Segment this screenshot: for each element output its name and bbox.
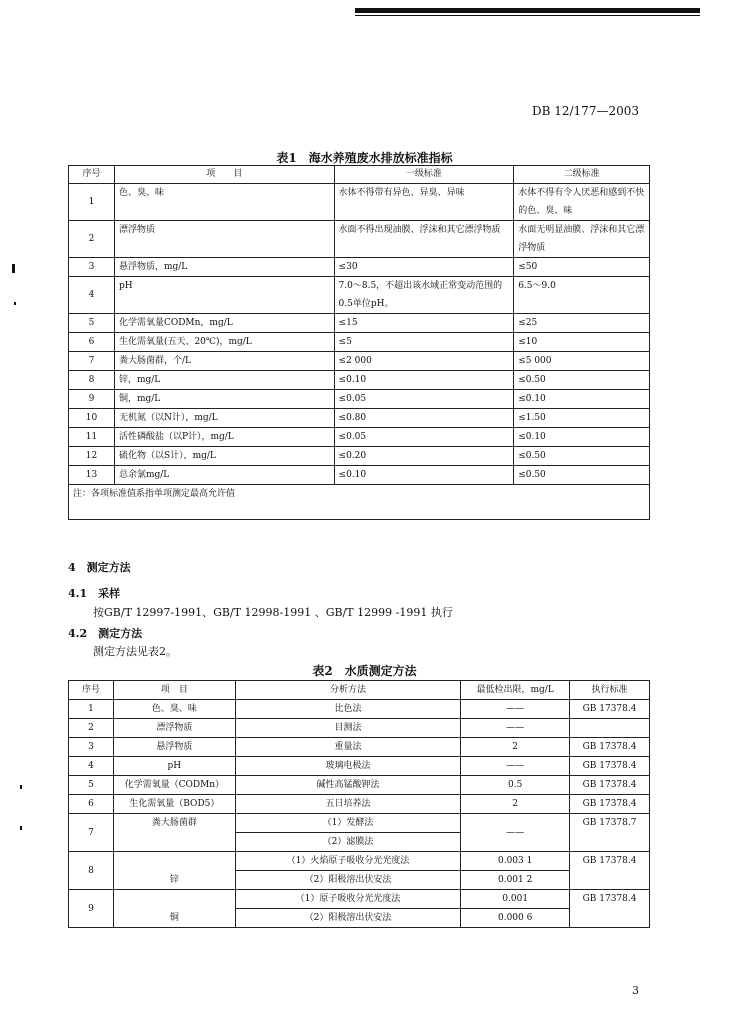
- table1-cell: 8: [69, 371, 115, 390]
- table1-emission-standards: [68, 165, 650, 520]
- table1-cell: ≤0.50: [514, 371, 650, 390]
- table2-row: [69, 719, 650, 738]
- scan-speck: [20, 826, 22, 830]
- table1-row: [69, 466, 650, 485]
- table2-cell: 比色法: [235, 700, 461, 719]
- table2-cell: 0.5: [461, 776, 570, 795]
- table2-cell: 8: [69, 852, 114, 890]
- table1-cell: ≤0.10: [514, 428, 650, 447]
- table1-row: [69, 352, 650, 371]
- table1-row: [69, 314, 650, 333]
- table2-cell: GB 17378.7: [570, 814, 650, 852]
- table1-cell: ≤5 000: [514, 352, 650, 371]
- table2-header-cell: 序号: [69, 681, 114, 700]
- table1-cell: 7: [69, 352, 115, 371]
- table1-cell: 无机氮（以N计），mg/L: [114, 409, 334, 428]
- table1-cell: ≤50: [514, 258, 650, 277]
- table2-cell: 7: [69, 814, 114, 852]
- section-4-1-text: 按GB/T 12997-1991、GB/T 12998-1991 、GB/T 12999 -1991 执行: [93, 606, 453, 619]
- table1-header-cell: 序号: [69, 166, 115, 184]
- section-4-title: 4 测定方法: [68, 561, 131, 574]
- table2-cell: 0.000 6: [461, 909, 570, 928]
- table2-cell: 悬浮物质: [113, 738, 235, 757]
- table1-header-cell: 项 目: [114, 166, 334, 184]
- table2-cell: pH: [113, 757, 235, 776]
- table1-row: [69, 447, 650, 466]
- table2-row: [69, 700, 650, 719]
- table2-row: [69, 757, 650, 776]
- table1-cell: 13: [69, 466, 115, 485]
- table1-cell: 硫化物（以S计），mg/L: [114, 447, 334, 466]
- table1-cell: 生化需氧量(五天、20℃)，mg/L: [114, 333, 334, 352]
- table1-cell: pH: [114, 277, 334, 314]
- table2-cell: （2）阳极溶出伏安法: [235, 909, 461, 928]
- table2-cell: ——: [461, 757, 570, 776]
- table1-cell: ≤0.50: [514, 447, 650, 466]
- table2-cell: 0.001 2: [461, 871, 570, 890]
- table1-cell: ≤0.05: [334, 390, 514, 409]
- table1-cell: 悬浮物质，mg/L: [114, 258, 334, 277]
- table1-cell: 4: [69, 277, 115, 314]
- table1-row: [69, 409, 650, 428]
- table2-cell: 2: [461, 795, 570, 814]
- table1-cell: 锌，mg/L: [114, 371, 334, 390]
- table2-cell: 五日培养法: [235, 795, 461, 814]
- scan-speck: [20, 785, 22, 789]
- table1-cell: 10: [69, 409, 115, 428]
- page-number: 3: [632, 984, 639, 997]
- table1-cell: 2: [69, 221, 115, 258]
- table1-cell: 7.0～8.5，不超出该水域正常变动范围的0.5单位pH。: [334, 277, 514, 314]
- document-code: DB 12/177—2003: [531, 104, 639, 118]
- table1-header-row: [69, 166, 650, 184]
- table2-cell: 玻璃电极法: [235, 757, 461, 776]
- table2-cell: 色、臭、味: [113, 700, 235, 719]
- table2-row: [69, 852, 650, 871]
- table2-header-cell: 最低检出限，mg/L: [461, 681, 570, 700]
- table1-cell: 水面无明显油膜、浮沫和其它漂浮物质: [514, 221, 650, 258]
- table1-cell: 水体不得带有异色、异臭、异味: [334, 184, 514, 221]
- table2-cell: 9: [69, 890, 114, 928]
- table1-row: [69, 184, 650, 221]
- table2-cell: 重量法: [235, 738, 461, 757]
- table2-cell: ——: [461, 700, 570, 719]
- section-4-2-text: 测定方法见表2。: [93, 645, 177, 658]
- table2-cell: （1）火焰原子吸收分光光度法: [235, 852, 461, 871]
- table2-cell: GB 17378.4: [570, 700, 650, 719]
- table1-cell: 1: [69, 184, 115, 221]
- table1-cell: 化学需氧量CODMn，mg/L: [114, 314, 334, 333]
- table2-cell: 漂浮物质: [113, 719, 235, 738]
- scan-speck: [14, 302, 16, 305]
- table1-cell: 6.5～9.0: [514, 277, 650, 314]
- table1-cell: 色、臭、味: [114, 184, 334, 221]
- table1-cell: ≤25: [514, 314, 650, 333]
- table2-cell: 4: [69, 757, 114, 776]
- table2-cell: 6: [69, 795, 114, 814]
- table2-cell: 2: [461, 738, 570, 757]
- table2-row: [69, 738, 650, 757]
- table1-cell: 粪大肠菌群，个/L: [114, 352, 334, 371]
- table1-row: [69, 277, 650, 314]
- table1-row: [69, 428, 650, 447]
- table2-row: [69, 776, 650, 795]
- table1-row: [69, 258, 650, 277]
- table1-cell: 水体不得有令人厌恶和感到不快的色、臭、味: [514, 184, 650, 221]
- table1-cell: ≤0.10: [334, 466, 514, 485]
- table2-cell: 碱性高锰酸钾法: [235, 776, 461, 795]
- table1-cell: ≤0.10: [514, 390, 650, 409]
- table1-row: [69, 333, 650, 352]
- table1-cell: ≤0.20: [334, 447, 514, 466]
- table2-row: [69, 890, 650, 909]
- table1-cell: 活性磷酸盐（以P计），mg/L: [114, 428, 334, 447]
- table1-caption: 表1 海水养殖废水排放标准指标: [276, 151, 453, 165]
- header-rule-thin: [355, 15, 700, 16]
- table1-cell: ≤5: [334, 333, 514, 352]
- table1-cell: ≤15: [334, 314, 514, 333]
- table1-row: [69, 221, 650, 258]
- table2-header-cell: 项 目: [113, 681, 235, 700]
- table1-row: [69, 371, 650, 390]
- table1-header-cell: 一级标准: [334, 166, 514, 184]
- table2-cell: 铜: [113, 890, 235, 928]
- table1-cell: ≤2 000: [334, 352, 514, 371]
- table2-row: [69, 814, 650, 833]
- table2-cell: （1）发酵法: [235, 814, 461, 833]
- table1-cell: ≤0.10: [334, 371, 514, 390]
- table2-cell: 0.001: [461, 890, 570, 909]
- table2-cell: GB 17378.4: [570, 757, 650, 776]
- table2-cell: 3: [69, 738, 114, 757]
- table2-cell: [570, 719, 650, 738]
- table2-cell: 生化需氧量（BOD5）: [113, 795, 235, 814]
- table1-cell: 11: [69, 428, 115, 447]
- table2-test-methods: [68, 680, 650, 928]
- table1-cell: 3: [69, 258, 115, 277]
- table2-cell: 粪大肠菌群: [113, 814, 235, 852]
- table1-cell: ≤0.80: [334, 409, 514, 428]
- table1-note: 注：各项标准值系指单项测定最高允许值: [69, 485, 650, 520]
- table2-header-row: [69, 681, 650, 700]
- table2-cell: GB 17378.4: [570, 738, 650, 757]
- table1-cell: ≤0.50: [514, 466, 650, 485]
- scan-speck: [12, 264, 15, 273]
- table2-cell: （2）阳极溶出伏安法: [235, 871, 461, 890]
- table2-cell: （2）滤膜法: [235, 833, 461, 852]
- section-4-1-title: 4.1 采样: [68, 587, 121, 600]
- table1-cell: ≤1.50: [514, 409, 650, 428]
- table1-cell: 5: [69, 314, 115, 333]
- table2-header-cell: 分析方法: [235, 681, 461, 700]
- table2-cell: 1: [69, 700, 114, 719]
- table2-header-cell: 执行标准: [570, 681, 650, 700]
- table1-cell: 12: [69, 447, 115, 466]
- table1-cell: ≤10: [514, 333, 650, 352]
- table2-caption: 表2 水质测定方法: [312, 664, 417, 678]
- table1-cell: 9: [69, 390, 115, 409]
- table2-cell: GB 17378.4: [570, 776, 650, 795]
- table1-cell: ≤30: [334, 258, 514, 277]
- table2-cell: GB 17378.4: [570, 890, 650, 928]
- table2-cell: 锌: [113, 852, 235, 890]
- header-rule-thick: [355, 8, 700, 13]
- table2-cell: 5: [69, 776, 114, 795]
- table2-cell: 2: [69, 719, 114, 738]
- table1-cell: 6: [69, 333, 115, 352]
- section-4-2-title: 4.2 测定方法: [68, 627, 143, 640]
- table2-cell: GB 17378.4: [570, 795, 650, 814]
- table2-cell: 化学需氧量（CODMn）: [113, 776, 235, 795]
- table1-cell: 水面不得出现油膜、浮沫和其它漂浮物质: [334, 221, 514, 258]
- table2-cell: 目测法: [235, 719, 461, 738]
- table1-cell: 总余氯mg/L: [114, 466, 334, 485]
- table1-row: [69, 390, 650, 409]
- table2-cell: （1）原子吸收分光光度法: [235, 890, 461, 909]
- table2-row: [69, 795, 650, 814]
- table2-cell: ——: [461, 814, 570, 852]
- table1-cell: 漂浮物质: [114, 221, 334, 258]
- table2-cell: 0.003 1: [461, 852, 570, 871]
- table1-cell: ≤0.05: [334, 428, 514, 447]
- table1-cell: 铜，mg/L: [114, 390, 334, 409]
- table1-header-cell: 二级标准: [514, 166, 650, 184]
- table2-cell: GB 17378.4: [570, 852, 650, 890]
- table2-cell: ——: [461, 719, 570, 738]
- table1-note-row: [69, 485, 650, 520]
